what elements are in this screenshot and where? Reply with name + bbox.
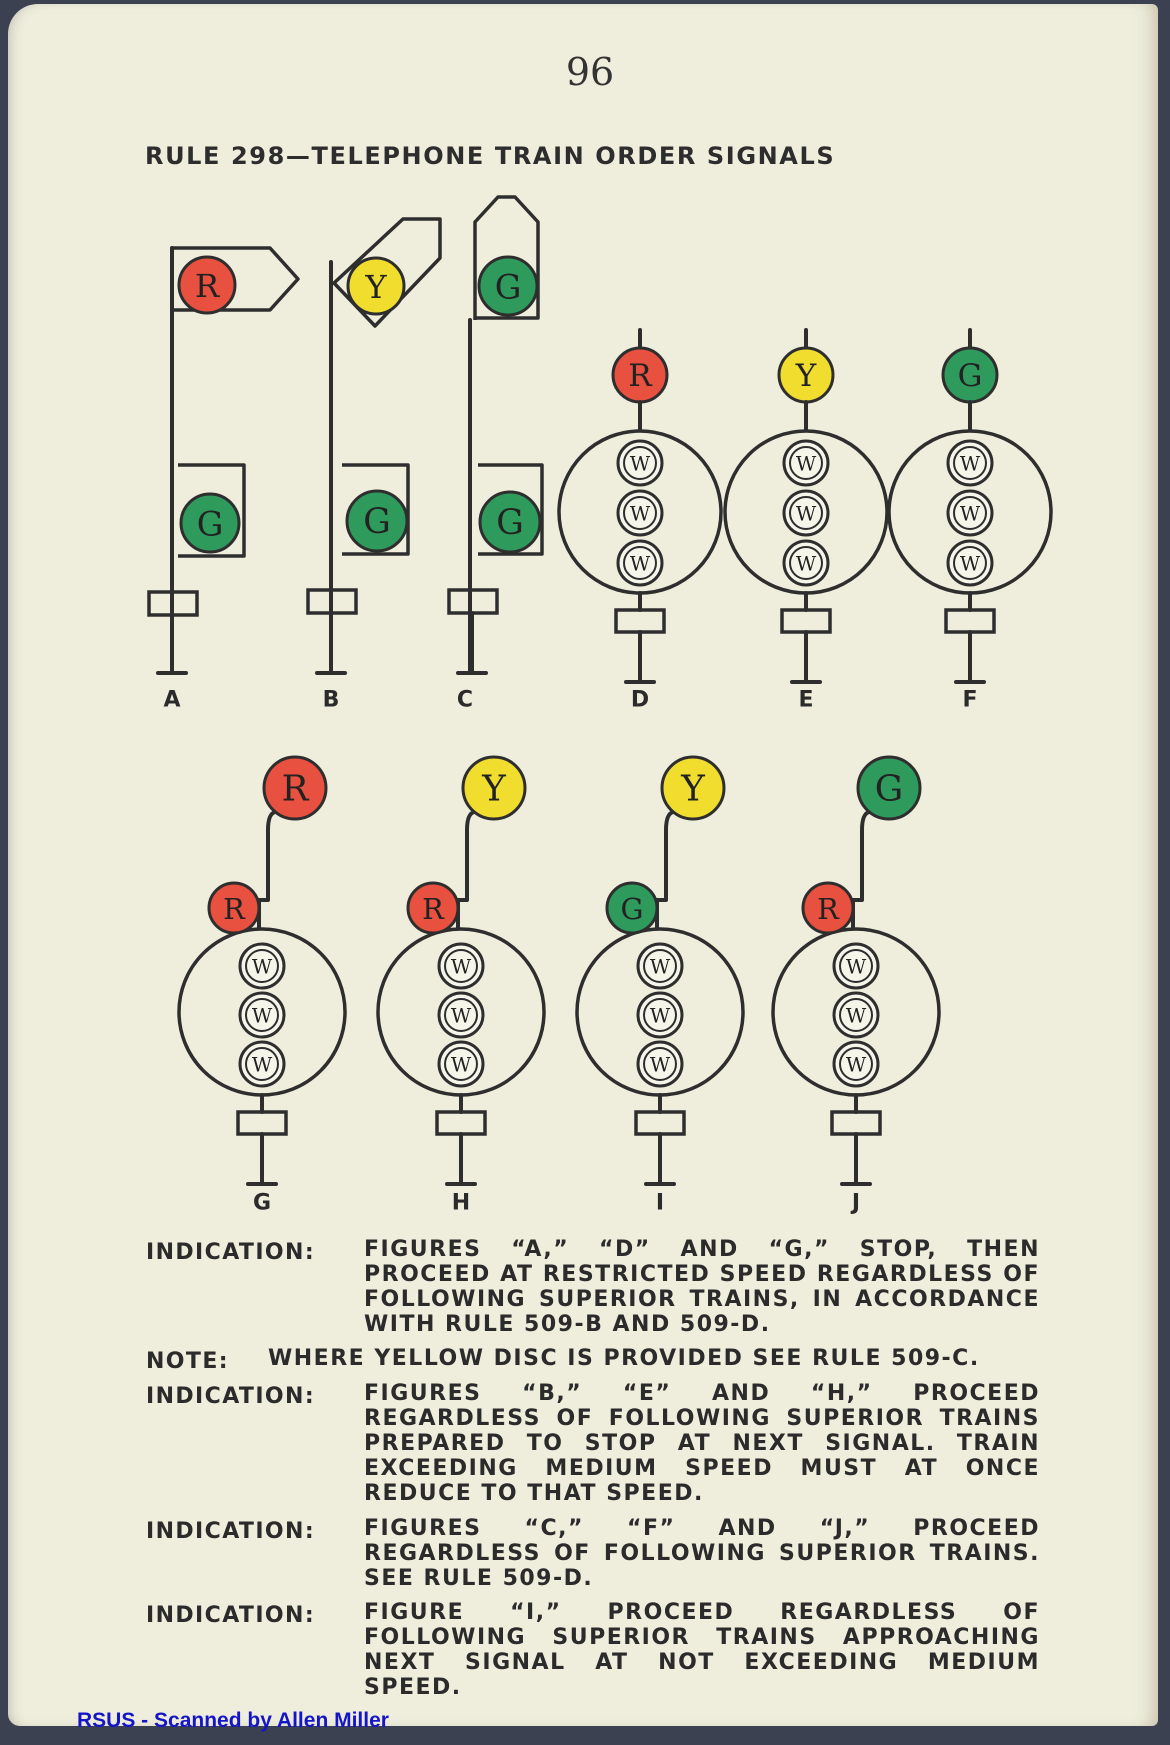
figure-j-plate [832, 1112, 880, 1134]
figure-a-label: A [163, 687, 181, 713]
figure-i-plate [636, 1112, 684, 1134]
figure-g-lower-lamp [209, 883, 259, 933]
rule-title: RULE 298—TELEPHONE TRAIN ORDER SIGNALS [145, 142, 836, 170]
figure-d [559, 330, 721, 713]
figure-d-white-lamp-3 [618, 541, 662, 585]
figure-j-arm [853, 812, 869, 930]
figure-d-top-lamp [613, 348, 667, 402]
figure-h-white-lamp-3-letter: W [450, 1053, 472, 1077]
figure-c-upper-lamp-letter: G [494, 267, 522, 307]
figure-d-white-lamp-2-letter: W [629, 502, 651, 526]
figure-g-arm [259, 812, 275, 930]
figure-c [449, 197, 542, 713]
figure-f-top-lamp-letter: G [957, 358, 983, 394]
figure-i-white-lamp-1-letter: W [649, 955, 671, 979]
figure-b-lower-lamp-letter: G [363, 502, 391, 542]
figure-f-white-lamp-1 [948, 441, 992, 485]
page-number: 96 [565, 50, 615, 94]
figure-b-lower-lamp [347, 491, 407, 551]
figure-h-white-lamp-1 [439, 944, 483, 988]
figure-b-upper-lamp [348, 258, 404, 314]
figure-j-upper-lamp-letter: G [874, 768, 904, 810]
figure-e-white-lamp-1-letter: W [795, 452, 817, 476]
figure-j-label: J [851, 1190, 861, 1216]
figure-f-plate [946, 610, 994, 632]
figure-f-white-lamp-2 [948, 491, 992, 535]
figure-d-white-lamp-1 [618, 441, 662, 485]
figure-e-plate [782, 610, 830, 632]
figure-a-upper-lamp [179, 257, 235, 313]
figure-e-white-lamp-1 [784, 441, 828, 485]
figure-i-upper-lamp [662, 757, 724, 819]
figure-d-plate [616, 610, 664, 632]
figure-c-plate [449, 590, 497, 613]
figure-c-upper-lamp [479, 257, 537, 315]
figure-e-white-lamp-3-letter: W [795, 552, 817, 576]
figure-a-upper-lamp-letter: R [194, 267, 220, 305]
figure-i-white-lamp-3 [638, 1042, 682, 1086]
figure-c-label: C [456, 687, 474, 713]
figure-e [725, 330, 887, 713]
figure-d-top-lamp-letter: R [628, 358, 652, 394]
figure-i-lower-lamp-letter: G [620, 892, 644, 926]
figure-h-white-lamp-2 [439, 993, 483, 1037]
figure-h-lower-lamp [408, 883, 458, 933]
figure-g-upper-lamp [264, 757, 326, 819]
figure-j-white-lamp-3-letter: W [845, 1053, 867, 1077]
indication-1-text: FIGURES “A,” “D” AND “G,” STOP, THEN PROCEED AT RESTRICTED SPEED REGARDLESS OF FOLLOWING SUPERIOR TRAINS, IN ACCORDANCE WITH RULE 509-B AND 509-D. [364, 1237, 1040, 1337]
figure-i [577, 757, 743, 1216]
figure-i-upper-lamp-letter: Y [681, 768, 705, 810]
figure-h-white-lamp-3 [439, 1042, 483, 1086]
indication-4-label: INDICATION: [146, 1603, 316, 1628]
figure-h-lower-lamp-letter: R [422, 892, 444, 926]
figure-d-white-lamp-1-letter: W [629, 452, 651, 476]
figure-j [773, 757, 939, 1216]
figure-a-lower-lamp [181, 494, 239, 552]
figure-g-white-lamp-3 [240, 1042, 284, 1086]
figure-i-white-lamp-1 [638, 944, 682, 988]
figure-h [378, 757, 544, 1216]
figure-d-white-lamp-3-letter: W [629, 552, 651, 576]
figure-i-arm [657, 812, 673, 930]
indication-2-label: INDICATION: [146, 1384, 316, 1409]
scan-credit: RSUS - Scanned by Allen Miller [77, 1709, 389, 1732]
figure-e-white-lamp-2-letter: W [795, 502, 817, 526]
figure-g-label: G [252, 1190, 272, 1216]
figure-g [179, 757, 345, 1216]
figure-j-white-lamp-2-letter: W [845, 1004, 867, 1028]
figure-g-white-lamp-2 [240, 993, 284, 1037]
figure-g-plate [238, 1112, 286, 1134]
figure-e-white-lamp-2 [784, 491, 828, 535]
figure-h-white-lamp-2-letter: W [450, 1004, 472, 1028]
figure-j-white-lamp-1-letter: W [845, 955, 867, 979]
figure-e-top-lamp [779, 348, 833, 402]
figure-g-white-lamp-3-letter: W [251, 1053, 273, 1077]
indication-3-text: FIGURES “C,” “F” AND “J,” PROCEED REGARDLESS OF FOLLOWING SUPERIOR TRAINS. SEE RULE 509-D. [364, 1516, 1040, 1591]
figure-g-white-lamp-1-letter: W [251, 955, 273, 979]
figure-c-lower-lamp-letter: G [496, 503, 524, 543]
figure-g-lower-lamp-letter: R [223, 892, 245, 926]
figure-g-white-lamp-1 [240, 944, 284, 988]
figure-g-upper-lamp-letter: R [281, 768, 309, 810]
figure-i-white-lamp-2-letter: W [649, 1004, 671, 1028]
figure-g-white-lamp-2-letter: W [251, 1004, 273, 1028]
figure-c-lower-lamp [480, 492, 540, 552]
figure-b-label: B [322, 687, 340, 713]
figure-i-lower-lamp [607, 883, 657, 933]
figure-e-label: E [798, 687, 814, 713]
figure-f-white-lamp-3 [948, 541, 992, 585]
figure-b [308, 219, 440, 713]
figure-i-label: I [655, 1190, 665, 1216]
figure-j-white-lamp-2 [834, 993, 878, 1037]
figure-i-white-lamp-2 [638, 993, 682, 1037]
figure-f [889, 330, 1051, 713]
indication-2-text: FIGURES “B,” “E” AND “H,” PROCEED REGARDLESS OF FOLLOWING SUPERIOR TRAINS PREPARED TO STOP AT NEXT SIGNAL. TRAIN EXCEEDING MEDIUM SPEED MUST AT ONCE REDUCE TO THAT SPEED. [364, 1381, 1040, 1506]
figure-e-top-lamp-letter: Y [795, 358, 817, 394]
figure-h-label: H [451, 1190, 471, 1216]
note-label: NOTE: [146, 1349, 229, 1374]
figure-j-lower-lamp-letter: R [817, 892, 839, 926]
indication-1-label: INDICATION: [146, 1240, 316, 1265]
figure-f-white-lamp-2-letter: W [959, 502, 981, 526]
figure-h-arm [458, 812, 474, 930]
figure-j-white-lamp-1 [834, 944, 878, 988]
figure-j-white-lamp-3 [834, 1042, 878, 1086]
figure-j-lower-lamp [803, 883, 853, 933]
figure-d-label: D [630, 687, 650, 713]
figure-a-lower-lamp-letter: G [196, 504, 224, 544]
figure-a [149, 248, 298, 713]
figure-b-upper-lamp-letter: Y [365, 268, 387, 306]
indication-3-label: INDICATION: [146, 1519, 316, 1544]
figure-f-white-lamp-1-letter: W [959, 452, 981, 476]
figure-h-white-lamp-1-letter: W [450, 955, 472, 979]
figure-f-white-lamp-3-letter: W [959, 552, 981, 576]
note-text: WHERE YELLOW DISC IS PROVIDED SEE RULE 509-C. [268, 1346, 980, 1371]
figure-h-plate [437, 1112, 485, 1134]
figure-f-top-lamp [943, 348, 997, 402]
figure-e-white-lamp-3 [784, 541, 828, 585]
indication-4-text: FIGURE “I,” PROCEED REGARDLESS OF FOLLOWING SUPERIOR TRAINS APPROACHING NEXT SIGNAL AT NOT EXCEEDING MEDIUM SPEED. [364, 1600, 1040, 1700]
figure-i-white-lamp-3-letter: W [649, 1053, 671, 1077]
figure-d-white-lamp-2 [618, 491, 662, 535]
figure-j-upper-lamp [858, 757, 920, 819]
figure-h-upper-lamp [463, 757, 525, 819]
figure-h-upper-lamp-letter: Y [482, 768, 506, 810]
figure-f-label: F [962, 687, 978, 713]
